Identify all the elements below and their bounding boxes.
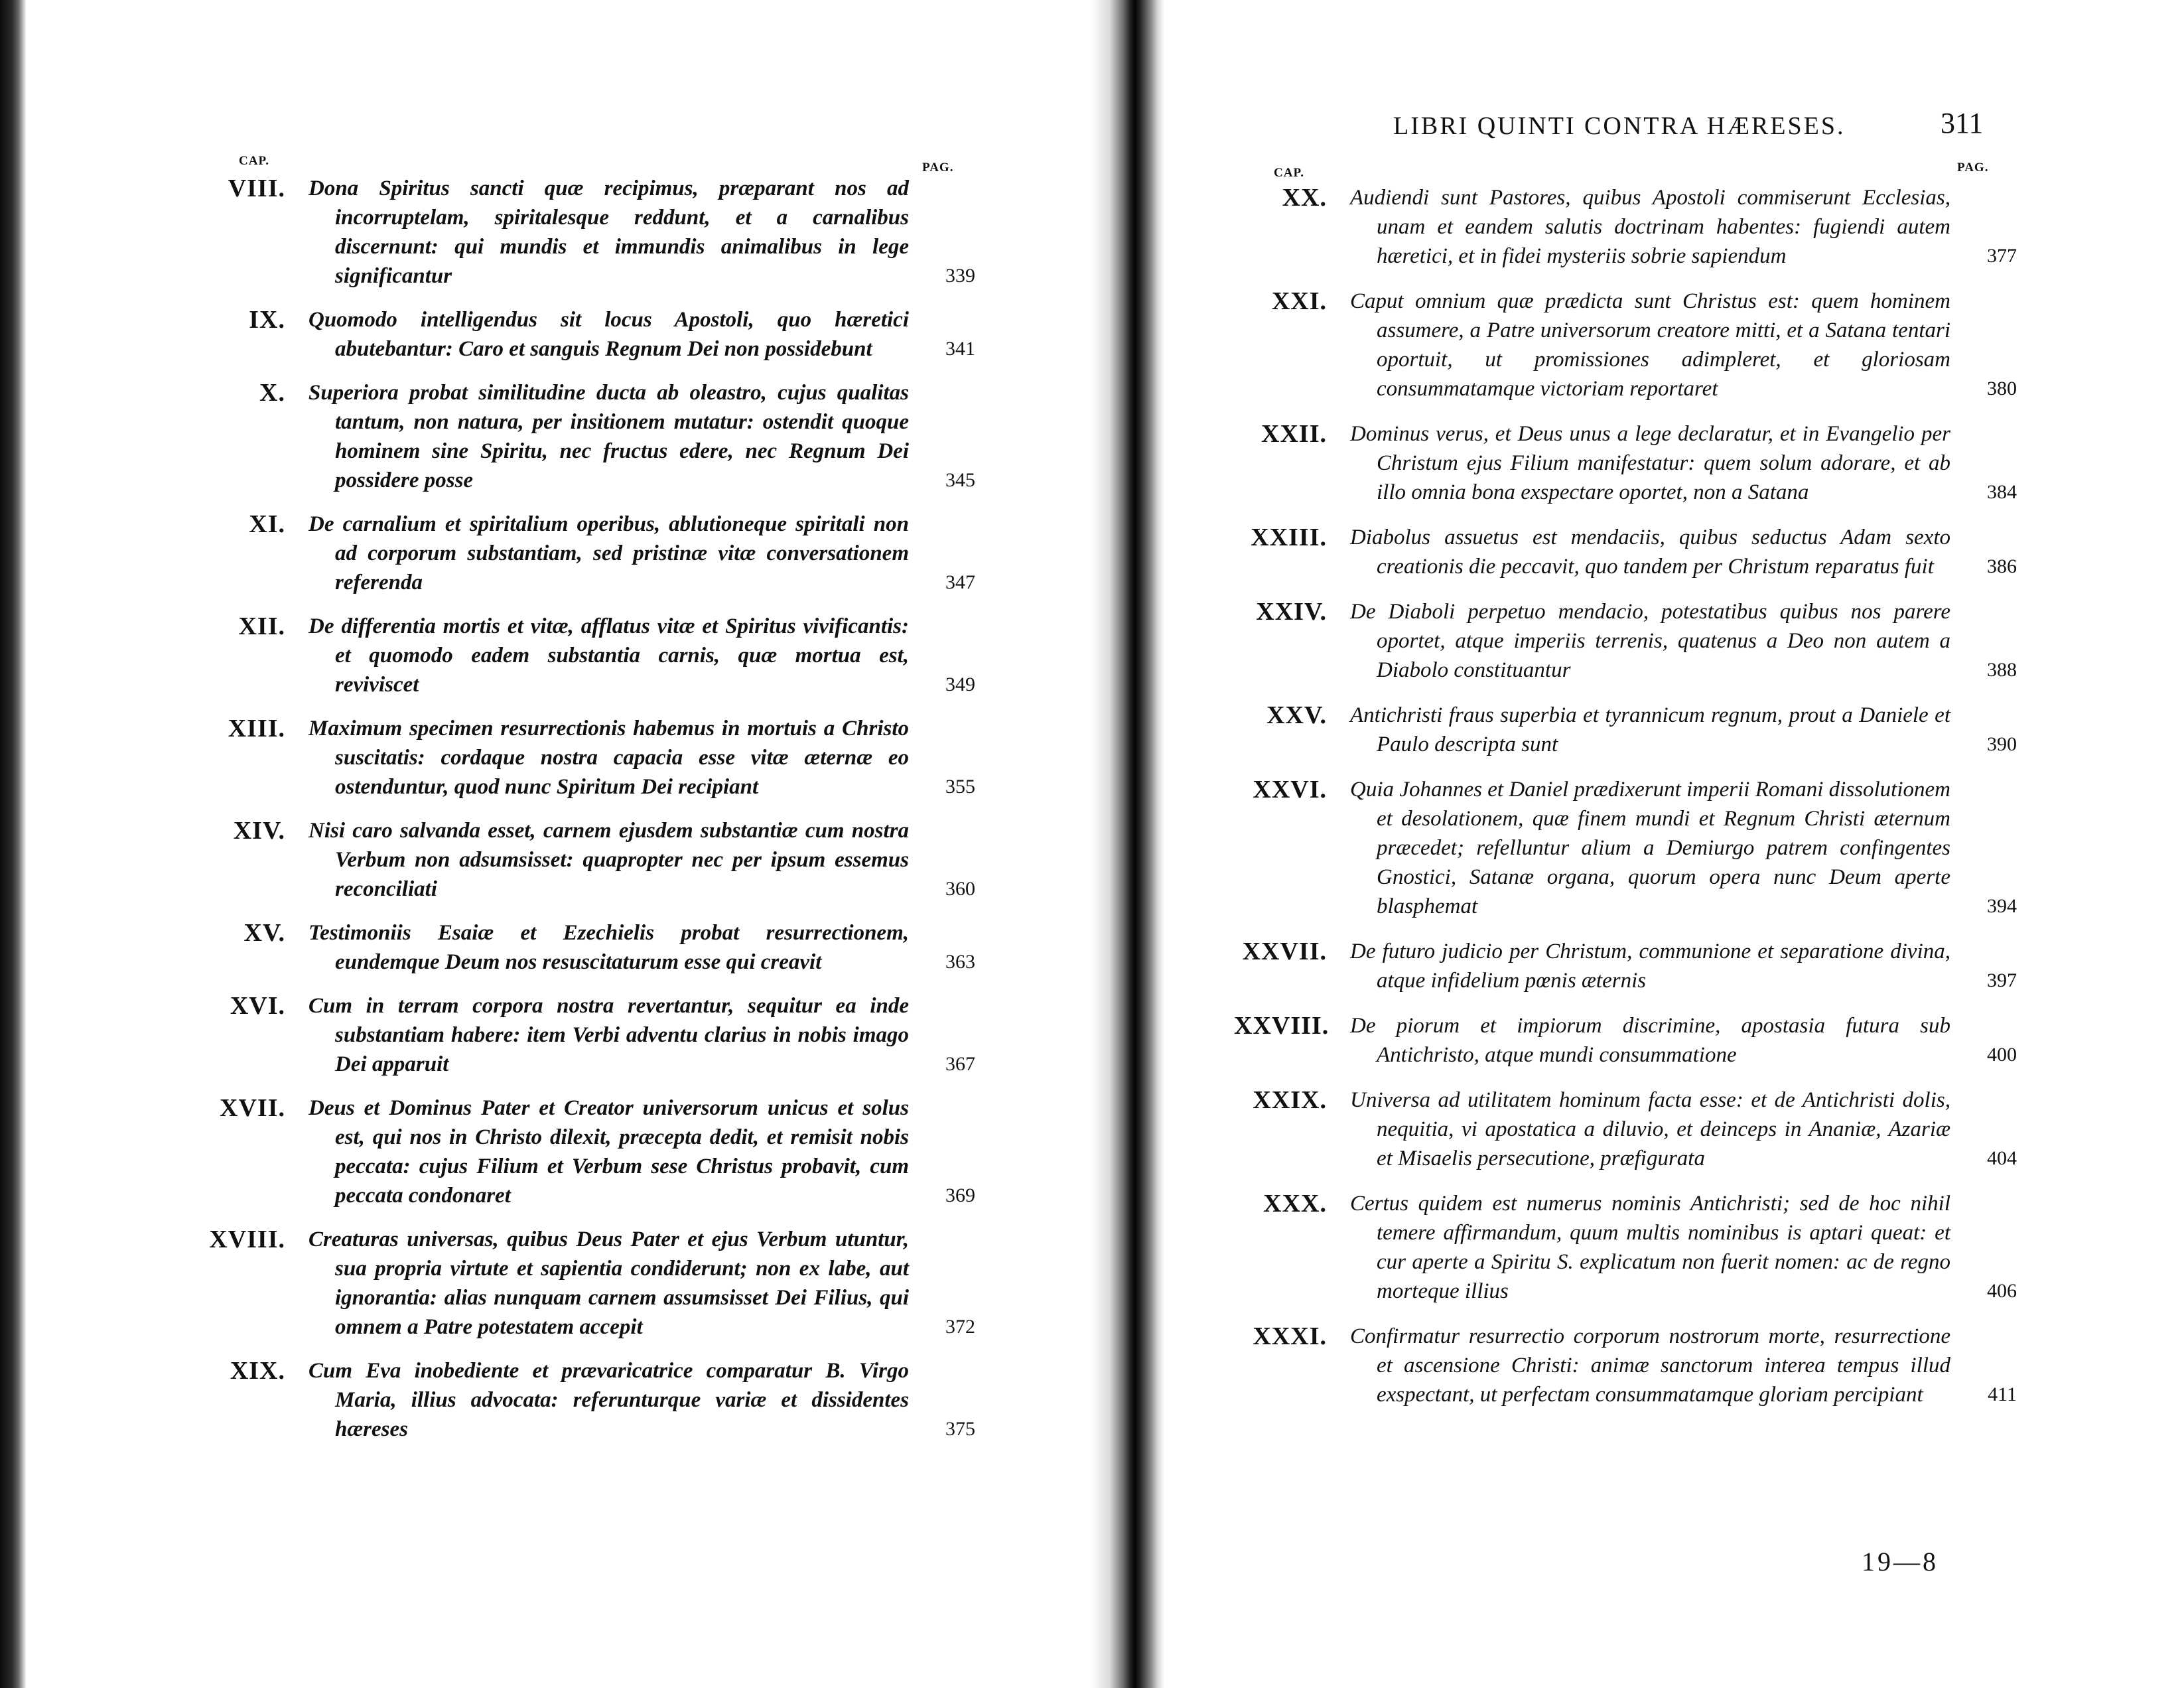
chapter-title: Diabolus assuetus est mendaciis, quibus seductus Adam sexto creationis die peccavit, quo tandem per Christum reparatus fuit	[1350, 526, 1950, 579]
column-head-pag: PAG.	[922, 161, 954, 175]
page-reference: 360	[945, 878, 975, 900]
book-edge-shadow	[0, 0, 27, 1688]
chapter-title: Dona Spiritus sancti quæ recipimus, præparant nos ad incorruptelam, spiritalesque reddunt, et a carnalibus discernunt: qui mundis et immundis animalibus in lege significantur	[308, 176, 909, 288]
chapter-number: XXIV.	[1256, 598, 1327, 626]
contents-entry	[192, 1093, 975, 1210]
chapter-number: XVII.	[220, 1094, 285, 1122]
chapter-title: Caput omnium quæ prædicta sunt Christus est: quem hominem assumere, a Patre universorum creatore mitti, et a Satana tentari oportuit, ut promissiones adimpleret, et gloriosam consummatamque victoriam reportaret	[1350, 289, 1950, 401]
chapter-number: X.	[259, 379, 285, 407]
contents-entry	[1234, 1189, 2017, 1306]
page-reference: 384	[1987, 481, 2017, 503]
contents-entry	[192, 1356, 975, 1444]
page-reference: 400	[1987, 1044, 2017, 1066]
contents-entry	[192, 1225, 975, 1342]
page-reference: 372	[945, 1316, 975, 1338]
chapter-title: Confirmatur resurrectio corporum nostrorum morte, resurrectione et ascensione Christi: animæ sanctorum interea tempus illud exspectant, ut perfectam consummatamque gloriam percipiant	[1350, 1324, 1950, 1407]
page-reference: 367	[945, 1053, 975, 1075]
chapter-title: Cum Eva inobediente et prævaricatrice comparatur B. Virgo Maria, illius advocata: referunturque variæ et dissidentes hæreses	[308, 1359, 909, 1441]
column-head-pag: PAG.	[1957, 161, 1989, 175]
contents-list	[192, 174, 975, 1458]
chapter-title: Antichristi fraus superbia et tyrannicum regnum, prout a Daniele et Paulo descripta sunt	[1350, 703, 1950, 756]
printer-signature: 19—8	[1862, 1547, 1939, 1577]
contents-entry	[1234, 287, 2017, 403]
page-reference: 390	[1987, 733, 2017, 755]
page-reference: 363	[945, 951, 975, 973]
page-reference: 345	[945, 469, 975, 491]
contents-entry	[1234, 183, 2017, 271]
page-reference: 397	[1987, 969, 2017, 991]
chapter-title: Deus et Dominus Pater et Creator universorum unicus et solus est, qui nos in Christo dilexit, præcepta dedit, et remisit nobis peccata: cujus Filium et Verbum sese Christus probavit, cum peccata condonaret	[308, 1096, 909, 1208]
page-reference: 406	[1987, 1280, 2017, 1302]
chapter-number: XX.	[1282, 184, 1327, 212]
page-reference: 347	[945, 571, 975, 593]
chapter-number: XXV.	[1266, 701, 1327, 729]
chapter-number: XV.	[243, 919, 285, 947]
chapter-number: XIII.	[228, 715, 285, 742]
chapter-title: Quomodo intelligendus sit locus Apostoli, quo hæretici abutebantur: Caro et sanguis Regnum Dei non possidebunt	[308, 308, 909, 361]
page-reference: 404	[1987, 1147, 2017, 1169]
book-gutter-shadow	[1091, 0, 1164, 1688]
chapter-title: De Diaboli perpetuo mendacio, potestatibus quibus nos parere oportet, atque imperiis terrenis, quatenus a Deo non autem a Diabolo constituantur	[1350, 600, 1950, 682]
chapter-number: XXVI.	[1253, 776, 1327, 804]
chapter-number: XIX.	[230, 1357, 285, 1385]
chapter-number: XXII.	[1261, 420, 1327, 448]
chapter-number: XI.	[249, 510, 285, 538]
right-page	[1234, 0, 2017, 1688]
contents-entry	[192, 612, 975, 699]
chapter-number: XXIII.	[1251, 524, 1327, 551]
chapter-title: De piorum et impiorum discrimine, apostasia futura sub Antichristo, atque mundi consummatione	[1350, 1014, 1950, 1067]
contents-entry	[192, 510, 975, 597]
page-reference: 380	[1987, 378, 2017, 399]
contents-entry	[1234, 597, 2017, 685]
contents-entry	[1234, 523, 2017, 581]
page-reference: 388	[1987, 659, 2017, 681]
chapter-title: De futuro judicio per Christum, communione et separatione divina, atque infidelium pœnis æternis	[1350, 940, 1950, 993]
page-reference: 339	[945, 265, 975, 287]
contents-entry	[1234, 1086, 2017, 1173]
contents-list	[1234, 183, 2017, 1425]
chapter-title: De carnalium et spiritalium operibus, ablutioneque spiritali non ad corporum substantiam, sed pristinæ vitæ conversationem referenda	[308, 512, 909, 595]
running-head: LIBRI QUINTI CONTRA HÆRESES.	[1393, 112, 1846, 140]
column-head-cap: CAP.	[239, 154, 270, 168]
page-reference: 377	[1987, 245, 2017, 267]
chapter-title: Dominus verus, et Deus unus a lege declaratur, et in Evangelio per Christum ejus Filium manifestatur: quem solum adorare, et ab illo omnia bona exspectare oportet, non a Satana	[1350, 422, 1950, 504]
page-reference: 355	[945, 776, 975, 798]
chapter-title: Creaturas universas, quibus Deus Pater et ejus Verbum utuntur, sua propria virtute et sapientia condiderunt; non ex labe, aut ignorantia: alias nunquam carnem assumsisset Dei Filius, qui omnem a Patre potestatem accepit	[308, 1228, 909, 1339]
chapter-number: XVIII.	[209, 1226, 285, 1253]
page-reference: 375	[945, 1418, 975, 1440]
contents-entry	[1234, 701, 2017, 759]
contents-entry	[1234, 775, 2017, 921]
contents-entry	[192, 174, 975, 291]
chapter-title: Nisi caro salvanda esset, carnem ejusdem substantiæ cum nostra Verbum non adsumsisset: quapropter nec per ipsum essemus reconciliati	[308, 819, 909, 901]
chapter-number: XXVIII.	[1234, 1012, 1330, 1040]
left-page	[192, 0, 975, 1688]
page-reference: 394	[1987, 895, 2017, 917]
chapter-title: Superiora probat similitudine ducta ab oleastro, cujus qualitas tantum, non natura, per insitionem mutatur: ostendit quoque hominem sine Spiritu, nec fructus edere, nec Regnum Dei possidere posse	[308, 381, 909, 492]
contents-entry	[192, 816, 975, 904]
chapter-number: XXIX.	[1253, 1086, 1327, 1114]
chapter-number: IX.	[249, 306, 285, 334]
chapter-title: Quia Johannes et Daniel prædixerunt imperii Romani dissolutionem et desolationem, quæ finem mundi et Regnum Christi æternum præcedet; refelluntur alium a Demiurgo patrem confingentes Gnostici, Satanæ organa, quorum opera nunc Deum aperte blasphemat	[1350, 778, 1950, 918]
chapter-title: Audiendi sunt Pastores, quibus Apostoli commiserunt Ecclesias, unam et eandem salutis doctrinam habentes: fugiendi autem hæretici, et in fidei mysteriis sobrie sapiendum	[1350, 186, 1950, 268]
page-reference: 411	[1988, 1383, 2017, 1405]
chapter-title: Testimoniis Esaiæ et Ezechielis probat resurrectionem, eundemque Deum nos resuscitaturum esse qui creavit	[308, 921, 909, 974]
chapter-title: Universa ad utilitatem hominum facta esse: et de Antichristi dolis, nequitia, vi apostatica a diluvio, et deinceps in Ananiæ, Azariæ et Misaelis persecutione, præfigurata	[1350, 1088, 1950, 1170]
chapter-number: XXVII.	[1242, 938, 1327, 965]
chapter-number: XXI.	[1271, 287, 1327, 315]
contents-entry	[1234, 1011, 2017, 1070]
contents-entry	[1234, 1322, 2017, 1409]
chapter-number: VIII.	[228, 175, 285, 202]
contents-entry	[192, 305, 975, 364]
contents-entry	[192, 378, 975, 495]
chapter-number: XXXI.	[1253, 1322, 1327, 1350]
contents-entry	[192, 918, 975, 977]
contents-entry	[192, 714, 975, 802]
chapter-title: Cum in terram corpora nostra revertantur, sequitur ea inde substantiam habere: item Verbi adventu clarius in nobis imago Dei apparuit	[308, 994, 909, 1076]
chapter-title: De differentia mortis et vitæ, afflatus vitæ et Spiritus vivificantis: et quomodo eadem substantia carnis, quæ mortua est, reviviscet	[308, 614, 909, 697]
chapter-title: Maximum specimen resurrectionis habemus in mortuis a Christo suscitatis: cordaque nostra capacia esse vitæ æternæ eo ostenduntur, quod nunc Spiritum Dei recipiant	[308, 717, 909, 799]
contents-entry	[1234, 419, 2017, 507]
page-reference: 349	[945, 673, 975, 695]
page-number: 311	[1941, 107, 1984, 139]
page-reference: 369	[945, 1184, 975, 1206]
chapter-number: XII.	[238, 612, 285, 640]
column-head-cap: CAP.	[1274, 166, 1305, 180]
contents-entry	[1234, 937, 2017, 995]
contents-entry	[192, 991, 975, 1079]
chapter-number: XIV.	[233, 817, 285, 845]
chapter-title: Certus quidem est numerus nominis Antichristi; sed de hoc nihil temere affirmandum, quum multis nominibus is aptari queat: et cur aperte a Spiritu S. explicatum non fuerit nomen: ac de regno morteque illius	[1350, 1192, 1950, 1303]
page-reference: 341	[945, 338, 975, 360]
chapter-number: XVI.	[230, 992, 285, 1020]
chapter-number: XXX.	[1263, 1190, 1327, 1218]
page-reference: 386	[1987, 555, 2017, 577]
